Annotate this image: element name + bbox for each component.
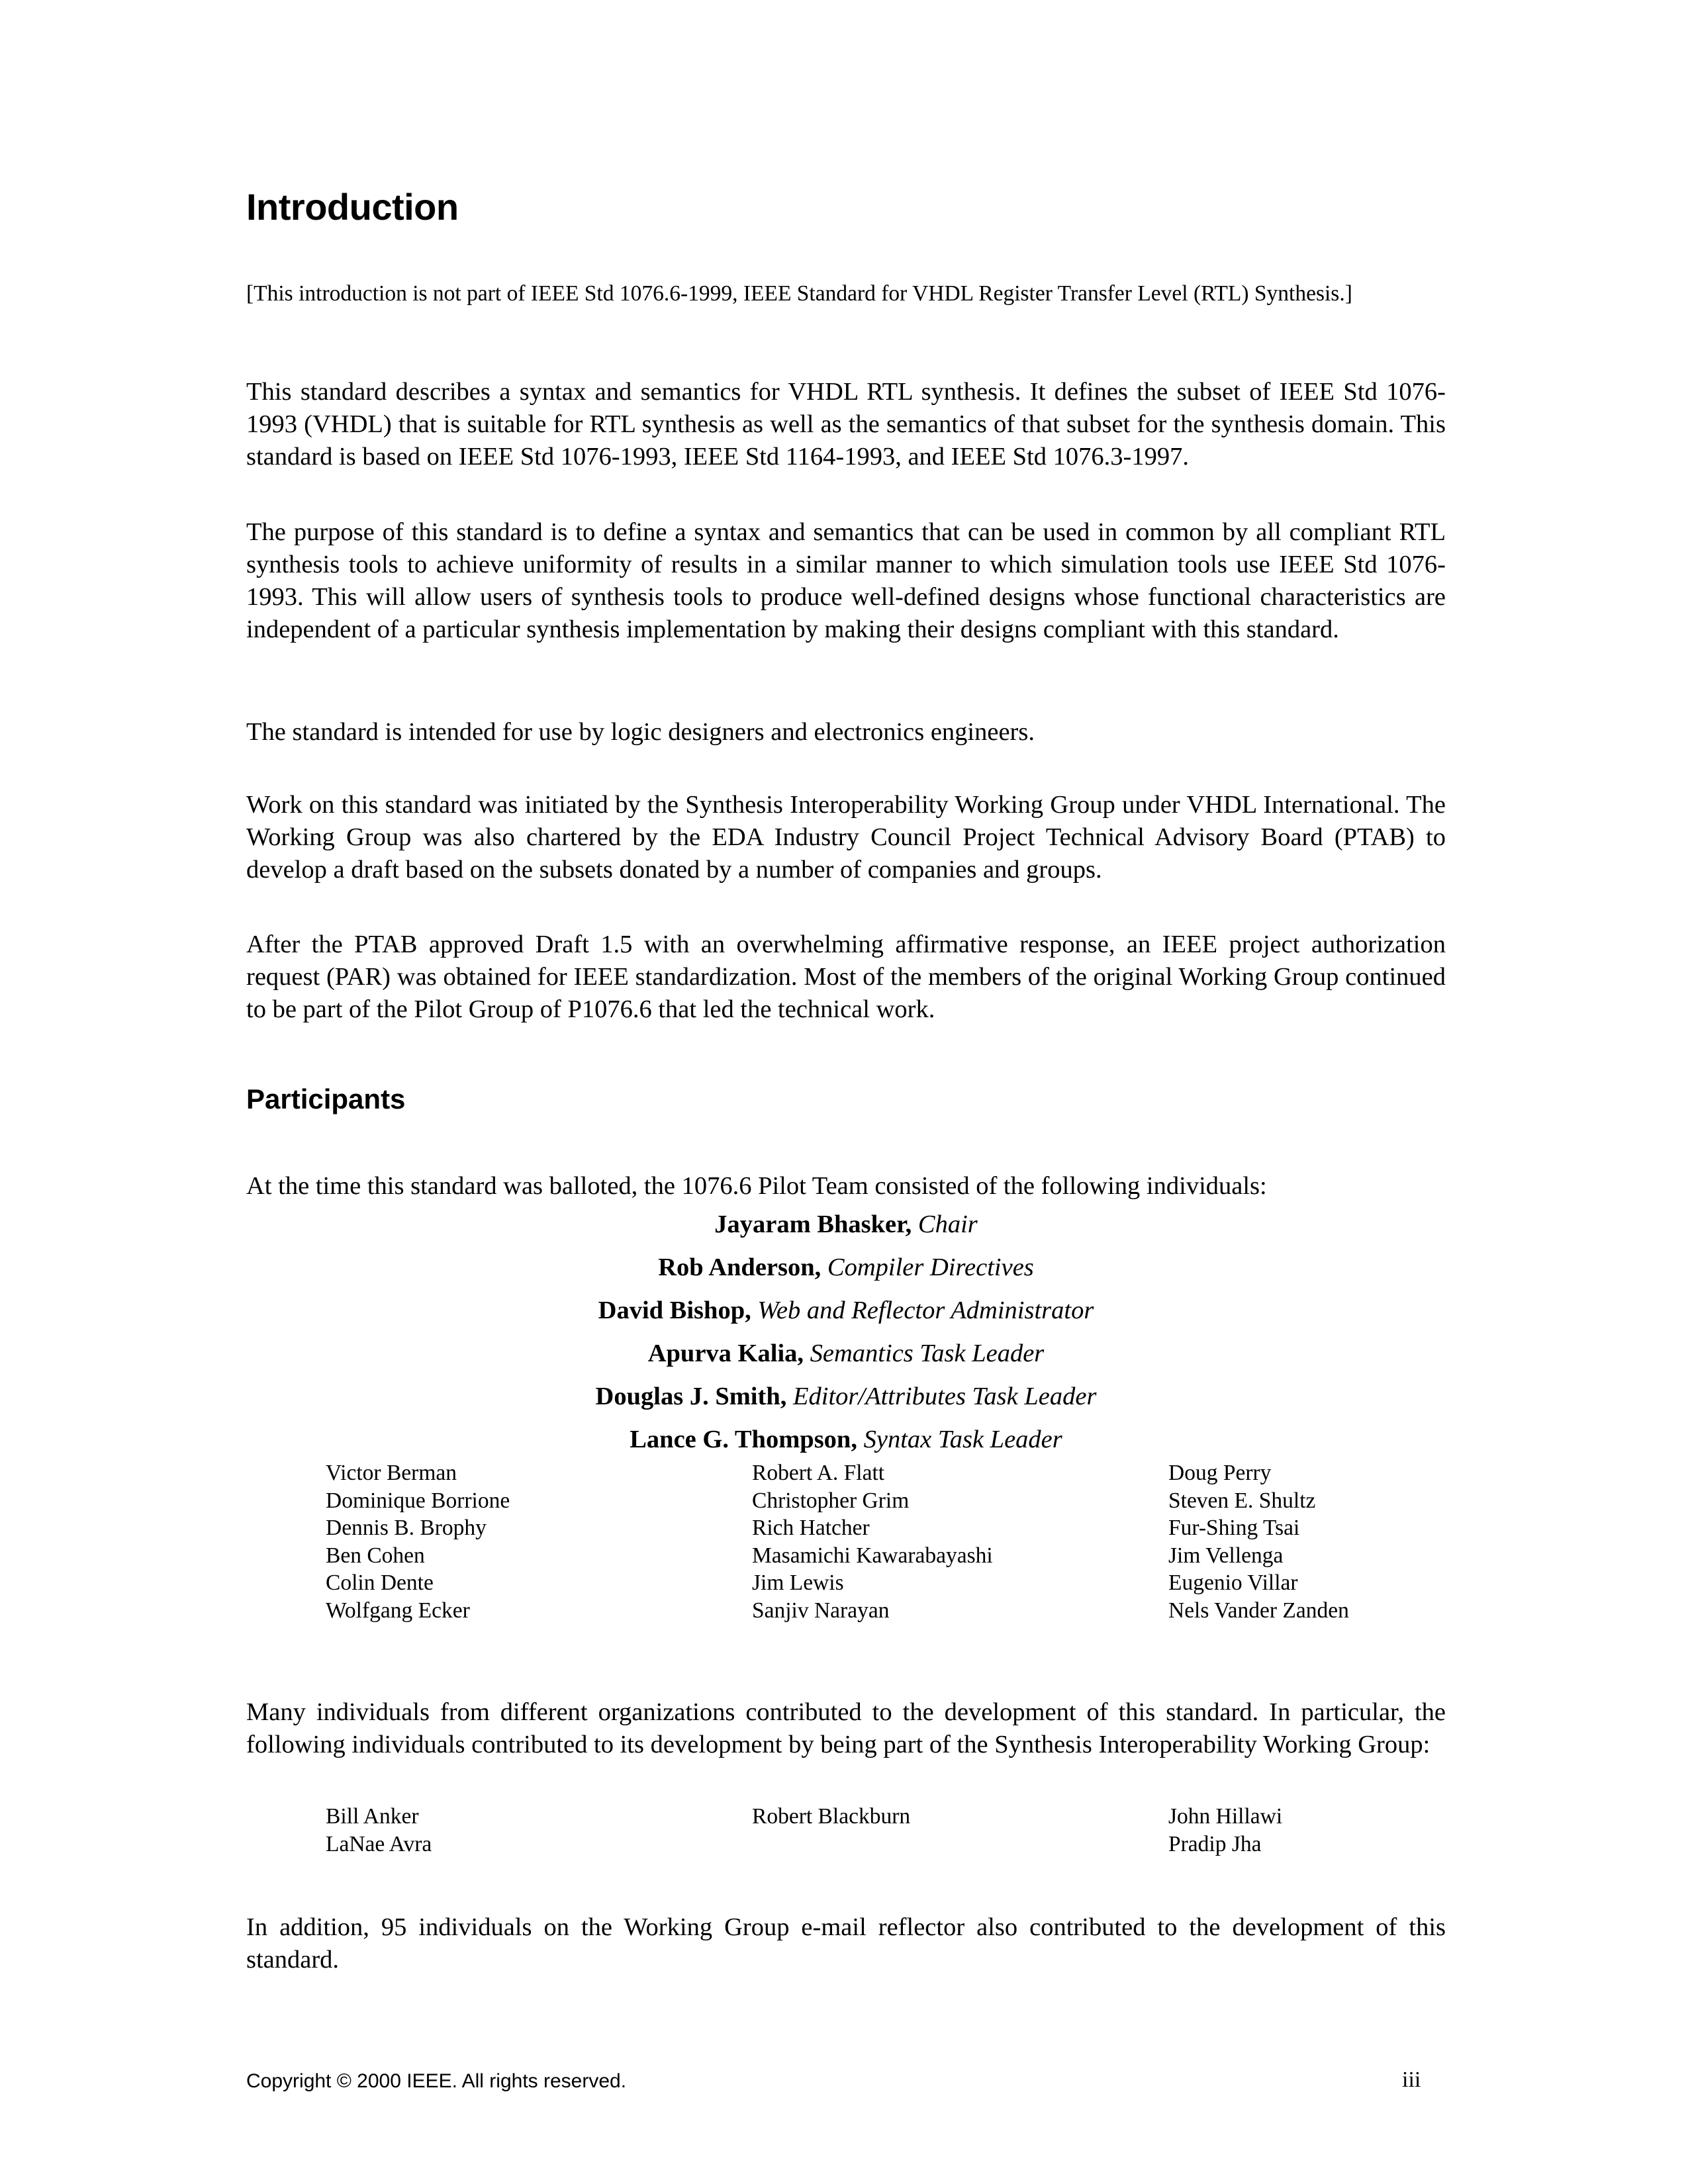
officer-role: Web and Reflector Administrator	[757, 1297, 1094, 1324]
member-name: Dominique Borrione	[326, 1488, 510, 1513]
officer-name: David Bishop,	[598, 1297, 751, 1324]
member-name: Pradip Jha	[1168, 1831, 1262, 1856]
officer-list	[246, 1203, 1446, 1461]
member-name: Doug Perry	[1168, 1461, 1272, 1485]
officer-role: Editor/Attributes Task Leader	[792, 1383, 1097, 1410]
member-name: LaNae Avra	[326, 1831, 432, 1856]
officer-entry	[246, 1289, 1446, 1332]
closing-paragraph: In addition, 95 individuals on the Working Group e-mail reflector also contributed to the development of this standard.	[246, 1913, 1446, 1974]
officer-entry	[246, 1246, 1446, 1289]
paragraph-audience: The standard is intended for use by logic designers and electronics engineers.	[246, 718, 1035, 746]
officer-name: Apurva Kalia,	[647, 1340, 804, 1367]
officer-entry	[246, 1203, 1446, 1246]
member-column	[752, 1459, 993, 1624]
paragraph-history: After the PTAB approved Draft 1.5 with an overwhelming affirmative response, an IEEE project authorization request (PAR) was obtained for IEEE standardization. Most of the members of the original Working Group continued to be part of the Pilot Group of P1076.6 that led the technical work.	[246, 931, 1446, 1023]
member-name: Eugenio Villar	[1168, 1570, 1298, 1595]
member-name: Dennis B. Brophy	[326, 1516, 487, 1540]
officer-name: Jayaram Bhasker,	[714, 1210, 912, 1238]
member-name: Robert Blackburn	[752, 1804, 911, 1829]
officer-name: Rob Anderson,	[658, 1253, 821, 1281]
member-name: Nels Vander Zanden	[1168, 1598, 1349, 1623]
member-column	[326, 1803, 432, 1858]
member-name: Sanjiv Narayan	[752, 1598, 890, 1623]
member-column	[326, 1459, 510, 1624]
officer-entry	[246, 1375, 1446, 1418]
participants-heading: Participants	[246, 1083, 406, 1115]
paragraph-scope: This standard describes a syntax and semantics for VHDL RTL synthesis. It defines the subset of IEEE Std 1076-1993 (VHDL) that is suitable for RTL synthesis as well as the semantics of that subset for the synthesis domain. This standard is based on IEEE Std 1076-1993, IEEE Std 1164-1993, and IEEE Std 1076.3-1997.	[246, 378, 1446, 471]
officer-role: Semantics Task Leader	[810, 1340, 1045, 1367]
member-name: Masamichi Kawarabayashi	[752, 1543, 993, 1568]
intro-note: [This introduction is not part of IEEE Std 1076.6-1999, IEEE Standard for VHDL Register Transfer Level (RTL) Synthesis.]	[246, 281, 1352, 306]
member-name: Jim Vellenga	[1168, 1543, 1284, 1568]
member-name: Wolfgang Ecker	[326, 1598, 470, 1623]
member-name: Victor Berman	[326, 1461, 457, 1485]
paragraph-purpose: The purpose of this standard is to define a syntax and semantics that can be used in common by all compliant RTL synthesis tools to achieve uniformity of results in a similar manner to which simulation tools use IEEE Std 1076-1993. This will allow users of synthesis tools to produce well-defined designs whose functional characteristics are independent of a particular synthesis implementation by making their designs compliant with this standard.	[246, 518, 1446, 643]
page-title: Introduction	[246, 186, 459, 228]
paragraph-origin: Work on this standard was initiated by the Synthesis Interoperability Working Group under VHDL International. The Working Group was also chartered by the EDA Industry Council Project Technical Advisory Board (PTAB) to develop a draft based on the subsets donated by a number of companies and groups.	[246, 791, 1446, 884]
member-name: Jim Lewis	[752, 1570, 844, 1595]
officer-role: Syntax Task Leader	[863, 1426, 1062, 1453]
participants-intro: At the time this standard was balloted, the 1076.6 Pilot Team consisted of the following individuals:	[246, 1172, 1267, 1200]
officer-role: Chair	[917, 1210, 978, 1238]
officer-role: Compiler Directives	[827, 1253, 1034, 1281]
member-column	[1168, 1803, 1282, 1858]
member-name: Robert A. Flatt	[752, 1461, 885, 1485]
officer-name: Lance G. Thompson,	[630, 1426, 857, 1453]
member-name: Ben Cohen	[326, 1543, 425, 1568]
member-column	[752, 1803, 910, 1831]
page-number: iii	[1402, 2068, 1421, 2092]
member-column	[1168, 1459, 1349, 1624]
member-name: Fur-Shing Tsai	[1168, 1516, 1300, 1540]
officer-entry	[246, 1418, 1446, 1461]
officer-entry	[246, 1332, 1446, 1375]
member-name: Christopher Grim	[752, 1488, 910, 1513]
officer-name: Douglas J. Smith,	[595, 1383, 787, 1410]
member-name: John Hillawi	[1168, 1804, 1283, 1829]
member-name: Steven E. Shultz	[1168, 1488, 1316, 1513]
member-name: Rich Hatcher	[752, 1516, 870, 1540]
working-group-intro: Many individuals from different organizations contributed to the development of this standard. In particular, the following individuals contributed to its development by being part of the Synthesis Interoperability Working Group:	[246, 1698, 1446, 1758]
member-name: Bill Anker	[326, 1804, 419, 1829]
member-name: Colin Dente	[326, 1570, 434, 1595]
footer-copyright: Copyright © 2000 IEEE. All rights reserved.	[246, 2070, 627, 2092]
